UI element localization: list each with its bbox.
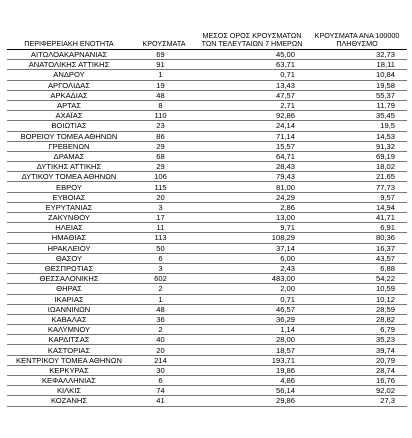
cell-region: ΚΑΣΤΟΡΙΑΣ [7, 345, 131, 355]
table-row [7, 70, 407, 80]
cell-region: ΖΑΚΥΝΘΟΥ [7, 213, 131, 223]
cell-region: ΚΑΛΥΜΝΟΥ [7, 325, 131, 335]
cell-region: ΑΡΚΑΔΙΑΣ [7, 90, 131, 100]
cell-cases: 19 [131, 80, 197, 90]
table-row [7, 284, 407, 294]
cell-7day-average: 28,00 [197, 335, 307, 345]
table-row [7, 60, 407, 70]
cell-cases-per-100k: 77,73 [307, 182, 407, 192]
cell-7day-average: 108,29 [197, 233, 307, 243]
cell-region: ΙΩΑΝΝΙΝΩΝ [7, 304, 131, 314]
cell-region: ΘΗΡΑΣ [7, 284, 131, 294]
cell-cases: 6 [131, 376, 197, 386]
cell-7day-average: 2,86 [197, 202, 307, 212]
cell-region: ΗΛΕΙΑΣ [7, 223, 131, 233]
cell-region: ΑΝΑΤΟΛΙΚΗΣ ΑΤΤΙΚΗΣ [7, 60, 131, 70]
cell-cases: 2 [131, 325, 197, 335]
cell-cases: 48 [131, 304, 197, 314]
cell-7day-average: 2,43 [197, 263, 307, 273]
cell-region: ΒΟΡΕΙΟΥ ΤΟΜΕΑ ΑΘΗΝΩΝ [7, 131, 131, 141]
header-row [7, 18, 407, 50]
table-row [7, 365, 407, 375]
table-row [7, 100, 407, 110]
cell-cases: 2 [131, 284, 197, 294]
cell-cases-per-100k: 28,74 [307, 365, 407, 375]
cell-region: ΑΡΓΟΛΙΔΑΣ [7, 80, 131, 90]
cell-cases: 29 [131, 162, 197, 172]
cell-region: ΘΕΣΣΑΛΟΝΙΚΗΣ [7, 274, 131, 284]
cell-region: ΚΙΛΚΙΣ [7, 386, 131, 396]
cell-7day-average: 4,86 [197, 376, 307, 386]
table-row [7, 80, 407, 90]
cell-region: ΚΟΖΑΝΗΣ [7, 396, 131, 406]
cell-cases: 23 [131, 121, 197, 131]
cell-cases-per-100k: 11,79 [307, 100, 407, 110]
cell-cases: 74 [131, 386, 197, 396]
cell-cases: 17 [131, 213, 197, 223]
table-row [7, 294, 407, 304]
cell-cases-per-100k: 18,02 [307, 162, 407, 172]
table-row [7, 253, 407, 263]
cell-7day-average: 63,71 [197, 60, 307, 70]
cell-7day-average: 92,86 [197, 111, 307, 121]
cell-7day-average: 9,71 [197, 223, 307, 233]
cell-cases-per-100k: 18,11 [307, 60, 407, 70]
cell-7day-average: 47,57 [197, 90, 307, 100]
header-region: ΠΕΡΙΦΕΡΕΙΑΚΗ ΕΝΟΤΗΤΑ [7, 18, 131, 50]
cell-cases: 115 [131, 182, 197, 192]
cell-cases: 41 [131, 396, 197, 406]
table-row [7, 335, 407, 345]
cell-cases-per-100k: 16,76 [307, 376, 407, 386]
cell-7day-average: 81,00 [197, 182, 307, 192]
cell-cases-per-100k: 10,12 [307, 294, 407, 304]
cell-cases-per-100k: 69,19 [307, 151, 407, 161]
header-cases-per-100k: ΚΡΟΥΣΜΑΤΑ ΑΝΑ 100000 ΠΛΗΘΥΣΜΟ [307, 18, 407, 50]
cell-cases-per-100k: 10,59 [307, 284, 407, 294]
cell-region: ΓΡΕΒΕΝΩΝ [7, 141, 131, 151]
table-row [7, 304, 407, 314]
cell-cases: 113 [131, 233, 197, 243]
cell-cases: 50 [131, 243, 197, 253]
cell-region: ΚΑΒΑΛΑΣ [7, 314, 131, 324]
cell-region: ΕΒΡΟΥ [7, 182, 131, 192]
cell-region: ΚΕΦΑΛΛΗΝΙΑΣ [7, 376, 131, 386]
cell-cases-per-100k: 6,91 [307, 223, 407, 233]
cell-cases-per-100k: 41,71 [307, 213, 407, 223]
table-row [7, 202, 407, 212]
cell-cases: 214 [131, 355, 197, 365]
table-row [7, 243, 407, 253]
table-row [7, 396, 407, 406]
table-body [7, 50, 407, 407]
cell-7day-average: 15,57 [197, 141, 307, 151]
cell-7day-average: 37,14 [197, 243, 307, 253]
cell-7day-average: 45,00 [197, 50, 307, 60]
table-row [7, 50, 407, 60]
header-7day-average: ΜΕΣΟΣ ΟΡΟΣ ΚΡΟΥΣΜΑΤΩΝ ΤΩΝ ΤΕΛΕΥΤΑΙΩΝ 7 ΗΜΕΡΩΝ [197, 18, 307, 50]
table-row [7, 111, 407, 121]
table-row [7, 182, 407, 192]
cell-cases: 69 [131, 50, 197, 60]
cell-7day-average: 19,86 [197, 365, 307, 375]
cell-cases-per-100k: 35,45 [307, 111, 407, 121]
cell-region: ΗΜΑΘΙΑΣ [7, 233, 131, 243]
cell-cases: 110 [131, 111, 197, 121]
cell-region: ΚΕΡΚΥΡΑΣ [7, 365, 131, 375]
cell-region: ΕΥΡΥΤΑΝΙΑΣ [7, 202, 131, 212]
cell-cases: 30 [131, 365, 197, 375]
cell-cases: 20 [131, 345, 197, 355]
cell-cases-per-100k: 55,37 [307, 90, 407, 100]
cell-region: ΙΚΑΡΙΑΣ [7, 294, 131, 304]
cell-7day-average: 28,43 [197, 162, 307, 172]
cell-cases-per-100k: 35,23 [307, 335, 407, 345]
cell-region: ΚΑΡΔΙΤΣΑΣ [7, 335, 131, 345]
cell-cases: 20 [131, 192, 197, 202]
cell-7day-average: 483,00 [197, 274, 307, 284]
cell-cases-per-100k: 10,84 [307, 70, 407, 80]
cell-cases-per-100k: 28,59 [307, 304, 407, 314]
cell-region: ΑΝΔΡΟΥ [7, 70, 131, 80]
cell-cases-per-100k: 19,58 [307, 80, 407, 90]
cell-cases-per-100k: 19,5 [307, 121, 407, 131]
cell-region: ΑΡΤΑΣ [7, 100, 131, 110]
table-row [7, 274, 407, 284]
cell-cases: 602 [131, 274, 197, 284]
cell-7day-average: 29,86 [197, 396, 307, 406]
cell-7day-average: 46,57 [197, 304, 307, 314]
table-row [7, 162, 407, 172]
table-row [7, 131, 407, 141]
cell-7day-average: 6,00 [197, 253, 307, 263]
table-row [7, 213, 407, 223]
cell-cases: 91 [131, 60, 197, 70]
cell-cases-per-100k: 6,88 [307, 263, 407, 273]
table-row [7, 90, 407, 100]
table-row [7, 325, 407, 335]
table-row [7, 151, 407, 161]
cell-cases-per-100k: 20,79 [307, 355, 407, 365]
cell-7day-average: 2,00 [197, 284, 307, 294]
cases-table [7, 18, 407, 407]
table-row [7, 314, 407, 324]
cell-cases: 106 [131, 172, 197, 182]
table-row [7, 172, 407, 182]
cell-cases: 86 [131, 131, 197, 141]
cell-7day-average: 0,71 [197, 294, 307, 304]
cell-region: ΑΙΤΩΛΟΑΚΑΡΝΑΝΙΑΣ [7, 50, 131, 60]
cell-7day-average: 18,57 [197, 345, 307, 355]
cell-7day-average: 24,14 [197, 121, 307, 131]
cell-cases-per-100k: 32,73 [307, 50, 407, 60]
cell-7day-average: 1,14 [197, 325, 307, 335]
cell-cases-per-100k: 54,22 [307, 274, 407, 284]
table-row [7, 355, 407, 365]
cell-cases: 3 [131, 263, 197, 273]
cell-cases: 29 [131, 141, 197, 151]
cell-cases-per-100k: 91,32 [307, 141, 407, 151]
cell-cases-per-100k: 21,65 [307, 172, 407, 182]
table-row [7, 345, 407, 355]
cell-cases: 11 [131, 223, 197, 233]
cell-cases-per-100k: 6,79 [307, 325, 407, 335]
table-row [7, 121, 407, 131]
cell-7day-average: 71,14 [197, 131, 307, 141]
cell-cases-per-100k: 80,36 [307, 233, 407, 243]
cell-cases: 6 [131, 253, 197, 263]
cell-region: ΕΥΒΟΙΑΣ [7, 192, 131, 202]
cell-7day-average: 13,43 [197, 80, 307, 90]
cell-cases: 1 [131, 294, 197, 304]
cell-cases: 3 [131, 202, 197, 212]
header-cases: ΚΡΟΥΣΜΑΤΑ [131, 18, 197, 50]
cell-cases: 1 [131, 70, 197, 80]
cell-cases-per-100k: 92,02 [307, 386, 407, 396]
cell-cases-per-100k: 14,94 [307, 202, 407, 212]
cell-7day-average: 24,29 [197, 192, 307, 202]
table-header [7, 18, 407, 50]
cell-cases-per-100k: 28,82 [307, 314, 407, 324]
cell-region: ΑΧΑΪΑΣ [7, 111, 131, 121]
table-row [7, 223, 407, 233]
table-row [7, 386, 407, 396]
cell-7day-average: 36,29 [197, 314, 307, 324]
cell-7day-average: 13,00 [197, 213, 307, 223]
cell-7day-average: 64,71 [197, 151, 307, 161]
cell-cases-per-100k: 14,53 [307, 131, 407, 141]
cell-cases-per-100k: 43,57 [307, 253, 407, 263]
cell-region: ΒΟΙΩΤΙΑΣ [7, 121, 131, 131]
cell-cases-per-100k: 16,37 [307, 243, 407, 253]
cell-region: ΗΡΑΚΛΕΙΟΥ [7, 243, 131, 253]
table-row [7, 376, 407, 386]
cell-cases-per-100k: 39,74 [307, 345, 407, 355]
cell-7day-average: 0,71 [197, 70, 307, 80]
cell-cases: 68 [131, 151, 197, 161]
cell-cases: 36 [131, 314, 197, 324]
table-row [7, 192, 407, 202]
cell-cases: 8 [131, 100, 197, 110]
cell-region: ΔΥΤΙΚΟΥ ΤΟΜΕΑ ΑΘΗΝΩΝ [7, 172, 131, 182]
cell-7day-average: 193,71 [197, 355, 307, 365]
table-row [7, 233, 407, 243]
table-row [7, 263, 407, 273]
cell-cases-per-100k: 9,57 [307, 192, 407, 202]
cell-region: ΔΥΤΙΚΗΣ ΑΤΤΙΚΗΣ [7, 162, 131, 172]
cell-region: ΘΑΣΟΥ [7, 253, 131, 263]
table-row [7, 141, 407, 151]
cell-region: ΔΡΑΜΑΣ [7, 151, 131, 161]
cell-region: ΘΕΣΠΡΩΤΙΑΣ [7, 263, 131, 273]
cell-cases-per-100k: 27,3 [307, 396, 407, 406]
cell-cases: 48 [131, 90, 197, 100]
cell-7day-average: 79,43 [197, 172, 307, 182]
cell-7day-average: 2,71 [197, 100, 307, 110]
cell-region: ΚΕΝΤΡΙΚΟΥ ΤΟΜΕΑ ΑΘΗΝΩΝ [7, 355, 131, 365]
cell-cases: 40 [131, 335, 197, 345]
cell-7day-average: 56,14 [197, 386, 307, 396]
